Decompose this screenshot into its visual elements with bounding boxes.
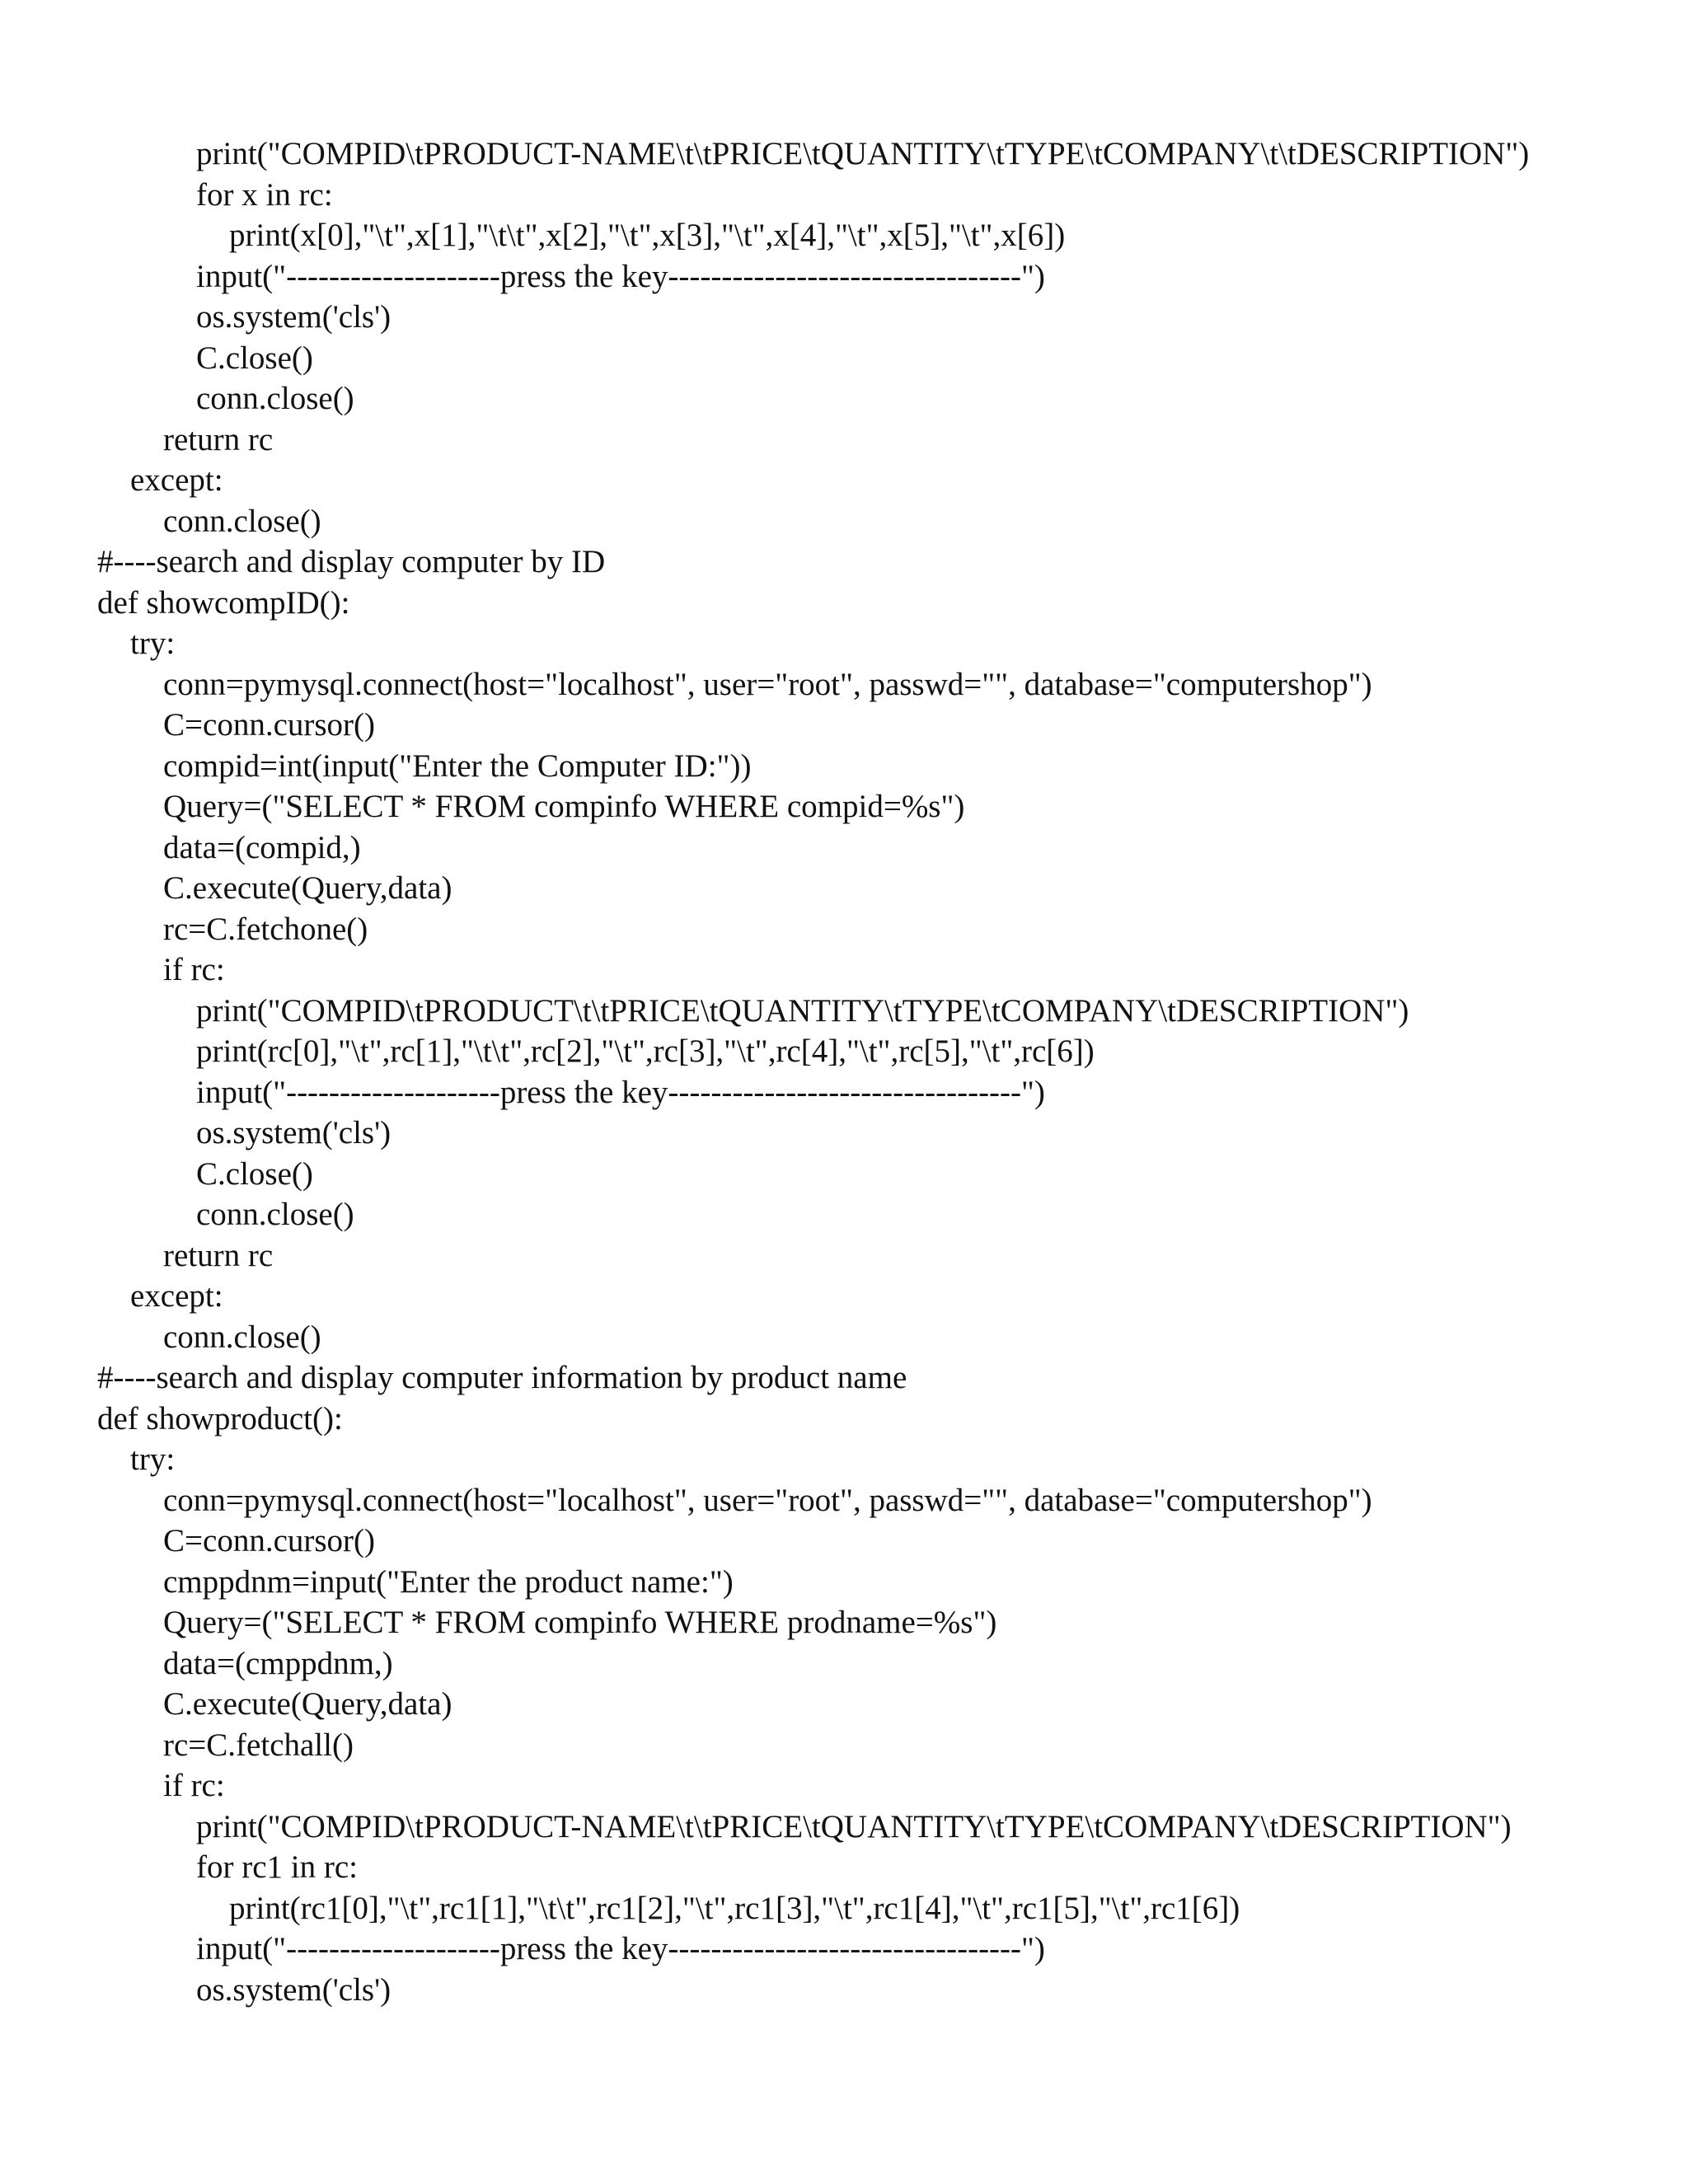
code-line: conn.close() — [196, 381, 354, 416]
code-line: data=(compid,) — [163, 829, 361, 865]
code-line: if rc: — [163, 952, 225, 987]
code-line: conn.close() — [163, 503, 321, 539]
code-line: print(rc1[0],"\t",rc1[1],"\t\t",rc1[2],"\t",rc1[3],"\t",rc1[4],"\t",rc1[5],"\t",rc1[6]) — [229, 1890, 1240, 1926]
code-line: rc=C.fetchall() — [163, 1727, 354, 1763]
code-comment: #----search and display computer information by product name — [97, 1360, 907, 1395]
code-line: cmppdnm=input("Enter the product name:") — [163, 1563, 734, 1600]
code-line: conn=pymysql.connect(host="localhost", user="root", passwd="", database="computershop") — [163, 666, 1372, 702]
code-comment: #----search and display computer by ID — [97, 544, 606, 579]
code-line: Query=("SELECT * FROM compinfo WHERE prodname=%s") — [163, 1605, 997, 1640]
code-line: if rc: — [163, 1768, 225, 1803]
code-line: os.system('cls') — [196, 299, 392, 335]
code-line: for rc1 in rc: — [196, 1849, 358, 1885]
code-line: print(x[0],"\t",x[1],"\t\t",x[2],"\t",x[3],"\t",x[4],"\t",x[5],"\t",x[6]) — [229, 218, 1066, 253]
code-line: try: — [130, 626, 176, 661]
code-line: os.system('cls') — [196, 1115, 392, 1151]
code-listing — [97, 134, 1529, 2010]
code-line: os.system('cls') — [196, 1971, 392, 2008]
code-line: C.execute(Query,data) — [163, 870, 452, 906]
code-line: conn.close() — [163, 1319, 321, 1355]
code-line: input("--------------------press the key---------------------------------") — [196, 258, 1045, 294]
code-line: compid=int(input("Enter the Computer ID:")) — [163, 748, 752, 784]
code-line: C=conn.cursor() — [163, 1523, 376, 1558]
code-line: rc=C.fetchone() — [163, 911, 368, 947]
code-line: C=conn.cursor() — [163, 707, 376, 743]
code-line: return rc — [163, 1237, 274, 1273]
code-line: C.close() — [196, 340, 313, 376]
code-line: try: — [130, 1441, 176, 1477]
code-line: print("COMPID\tPRODUCT-NAME\t\tPRICE\tQUANTITY\tTYPE\tCOMPANY\tDESCRIPTION") — [196, 1808, 1512, 1844]
code-line: print("COMPID\tPRODUCT-NAME\t\tPRICE\tQUANTITY\tTYPE\tCOMPANY\t\tDESCRIPTION") — [196, 136, 1530, 171]
code-line: for x in rc: — [196, 176, 333, 213]
code-line: input("--------------------press the key---------------------------------") — [196, 1074, 1045, 1110]
code-line: print("COMPID\tPRODUCT\t\tPRICE\tQUANTITY\tTYPE\tCOMPANY\tDESCRIPTION") — [196, 992, 1409, 1029]
code-line: except: — [130, 1278, 223, 1314]
code-line: return rc — [163, 421, 274, 457]
code-line: C.execute(Query,data) — [163, 1686, 452, 1722]
code-line: conn=pymysql.connect(host="localhost", user="root", passwd="", database="computershop") — [163, 1482, 1372, 1518]
code-line: print(rc[0],"\t",rc[1],"\t\t",rc[2],"\t",rc[3],"\t",rc[4],"\t",rc[5],"\t",rc[6]) — [196, 1033, 1095, 1069]
code-line: input("--------------------press the key---------------------------------") — [196, 1931, 1045, 1966]
code-line: data=(cmppdnm,) — [163, 1645, 393, 1681]
code-line: def showcompID(): — [97, 584, 350, 621]
code-line: conn.close() — [196, 1197, 354, 1232]
code-line: def showproduct(): — [97, 1400, 343, 1436]
code-line: Query=("SELECT * FROM compinfo WHERE compid=%s") — [163, 789, 965, 824]
code-line: C.close() — [196, 1155, 313, 1192]
code-line: except: — [130, 462, 223, 498]
